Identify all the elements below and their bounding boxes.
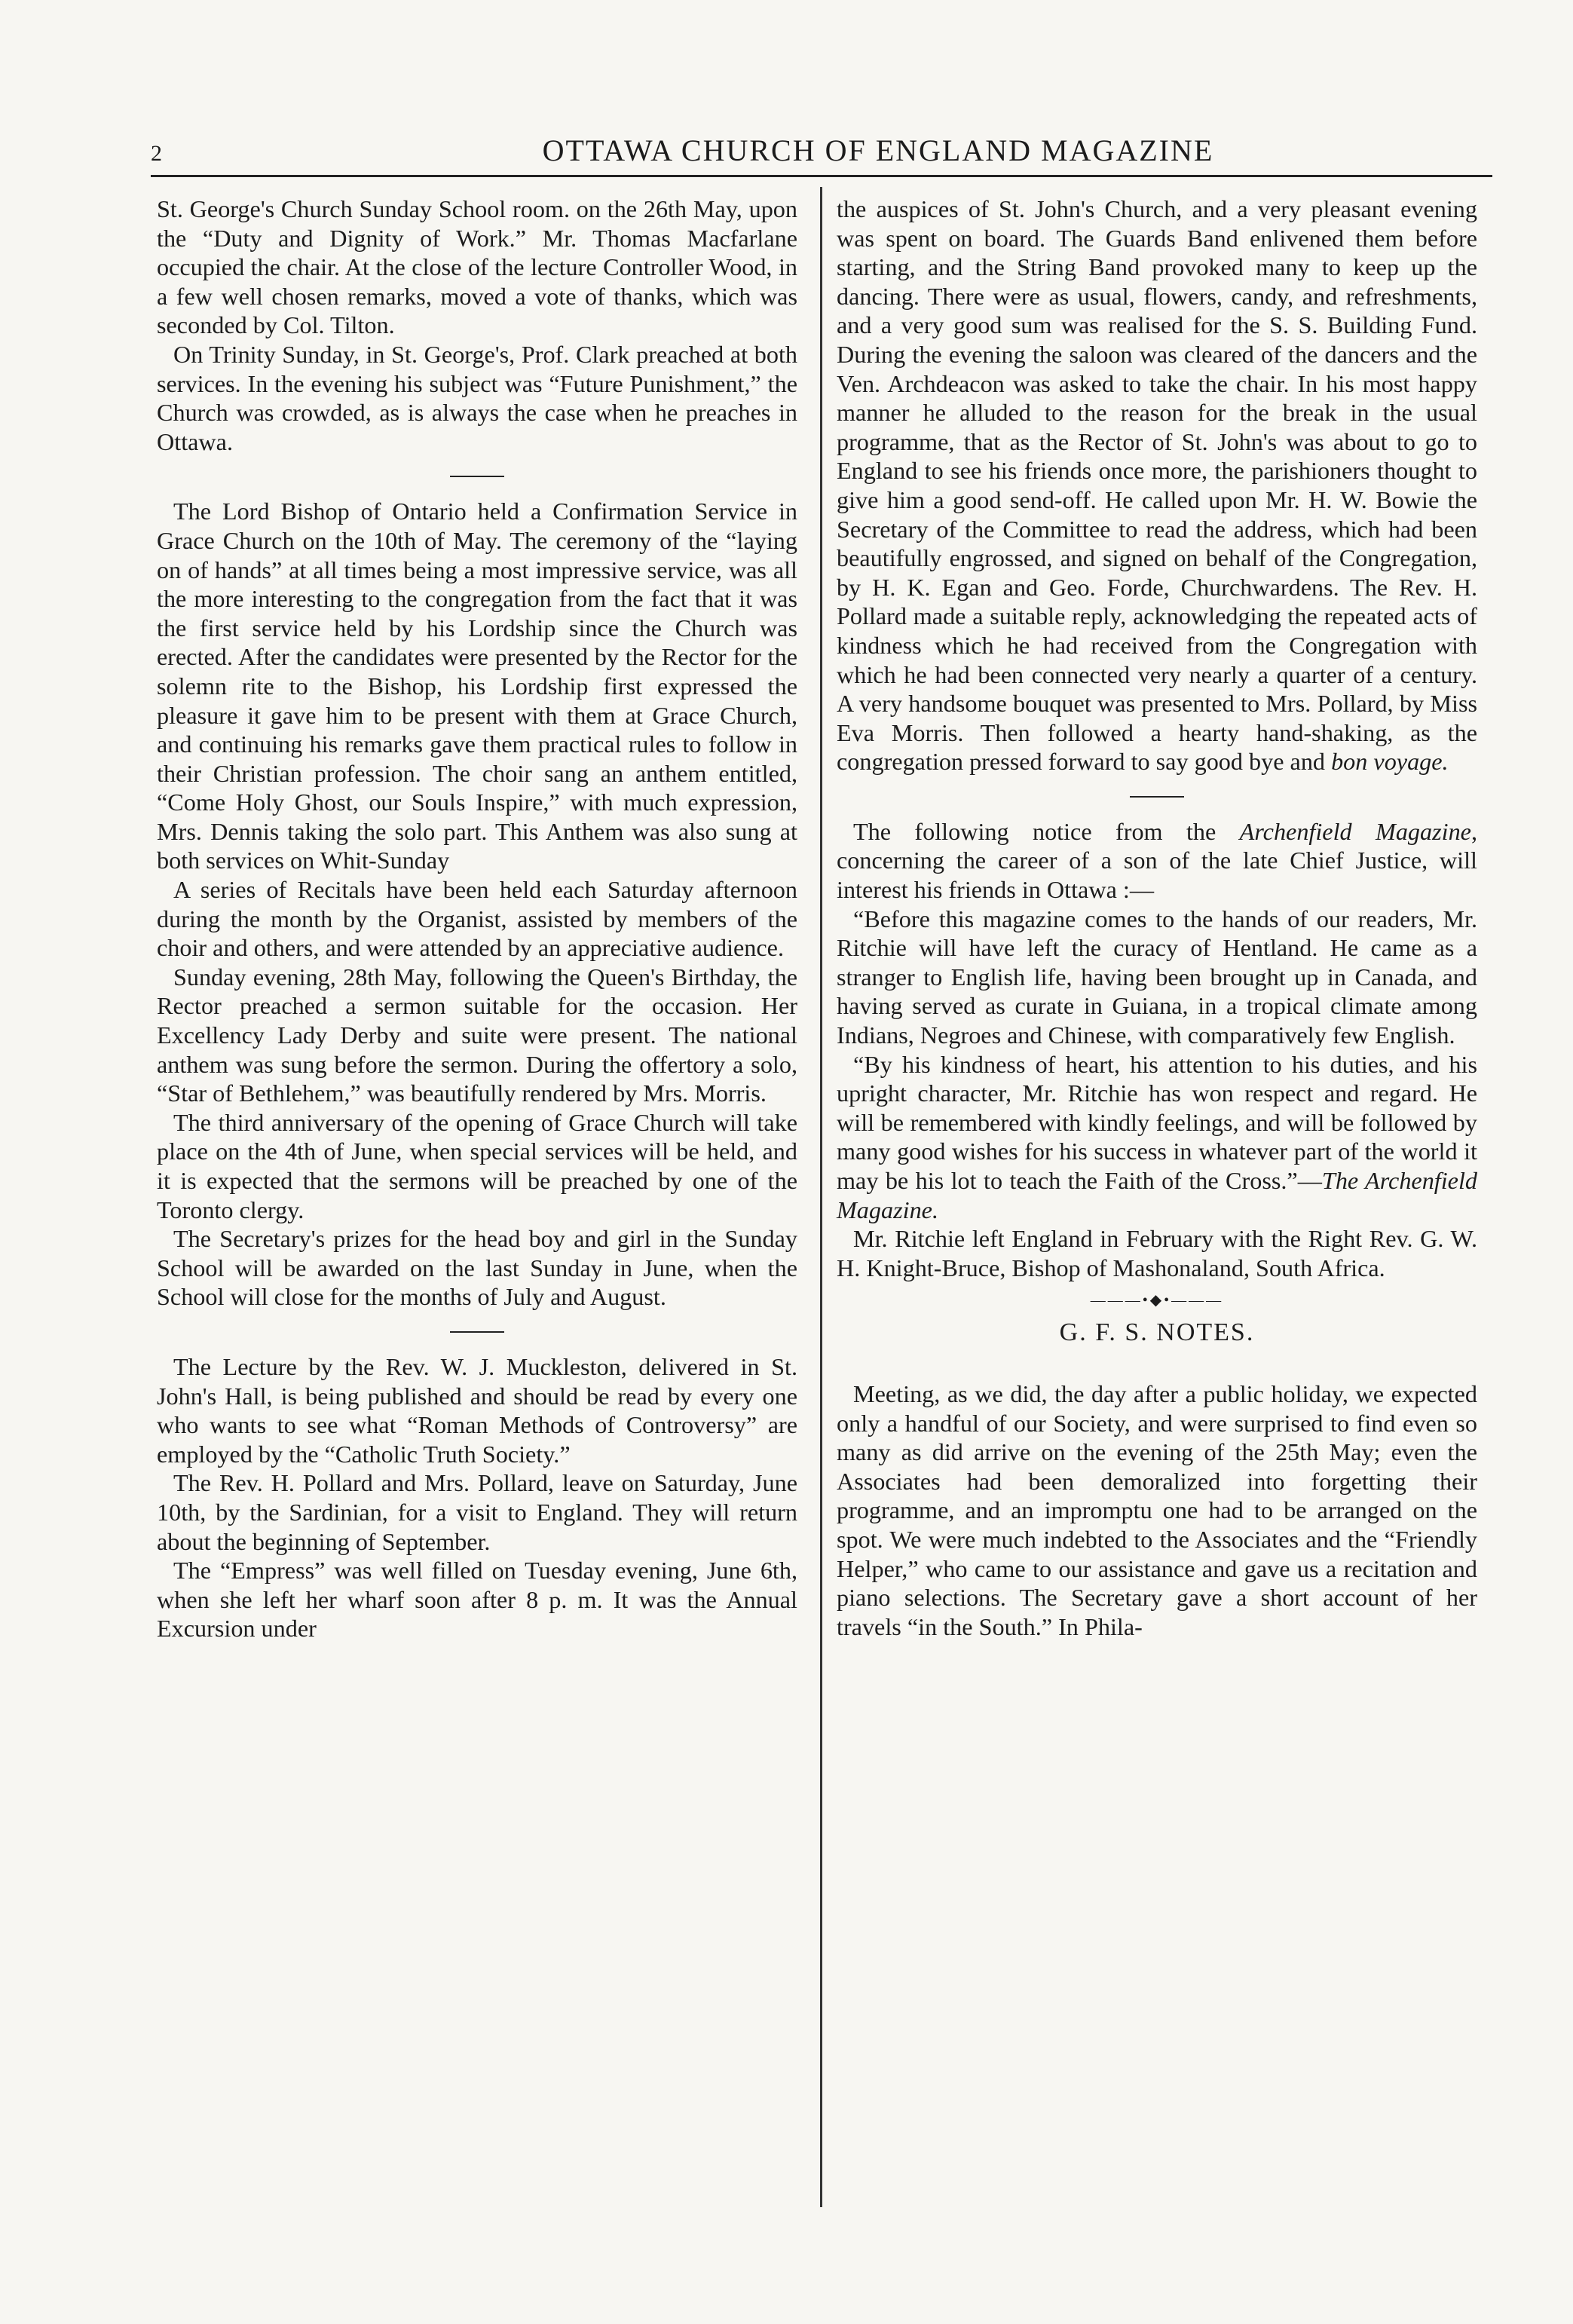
archenfield-source: Archenfield Magazine xyxy=(1239,817,1471,845)
section-separator xyxy=(1130,796,1184,798)
section-separator xyxy=(450,1331,504,1333)
archenfield-intro-b: , concerning the career of a son of the late Chief Justice, will interest his friends in Ottawa :— xyxy=(837,817,1478,904)
running-header xyxy=(151,133,1492,168)
paragraph-confirmation: The Lord Bishop of Ontario held a Confirmation Service in Grace Church on the 10th of May. The ceremony of the “laying on of hands” at all times being a most impressive service, was all the more interesting to the congregation from the fact that it was the first service held by his Lordship since the Church was erected. After the candidates were presented by the Rector for the solemn rite to the Bishop, his Lordship first expressed the pleasure it gave him to be present with them at Grace Church, and continuing his remarks gave them practical rules to follow in their Christian profession. The choir sang an anthem entitled, “Come Holy Ghost, our Souls Inspire,” with much expression, Mrs. Dennis taking the solo part. This Anthem was also sung at both services on Whit-Sunday xyxy=(157,498,797,874)
paragraph-ritchie-quote-2 xyxy=(837,1050,1477,1225)
header-rule xyxy=(151,175,1492,177)
section-separator xyxy=(450,476,504,477)
archenfield-intro-a: The following notice from the xyxy=(853,817,1240,845)
paragraph-recitals: A series of Recitals have been held each Saturday afternoon during the month by the Organist, assisted by members of the choir and others, and were attended by an appreciative audience. xyxy=(157,876,797,962)
paragraph-anniversary: The third anniversary of the opening of Grace Church will take place on the 4th of June, when special services will be held, and it is expected that the sermons will be preached by one of the Toronto clergy. xyxy=(157,1108,797,1223)
paragraph-lecture-work: St. George's Church Sunday School room. on the 26th May, upon the “Duty and Dignity of Work.” Mr. Thomas Macfarlane occupied the chair. At the close of the lecture Controller Wood, in a few well chosen remarks, moved a vote of thanks, which was seconded by Col. Tilton. xyxy=(157,195,797,339)
paragraph-ritchie-quote-1: “Before this magazine comes to the hands of our readers, Mr. Ritchie will have left the curacy of Hentland. He came as a stranger to English life, having been brought up in Canada, and having served as curate in Guiana, in a tropical climate among Indians, Negroes and Chinese, with comparatively few English. xyxy=(837,905,1477,1049)
excursion-text: the auspices of St. John's Church, and a very pleasant evening was spent on board. The Guards Band enlivened them before starting, and the String Band provoked many to keep up the dancing. There were as usual, flowers, candy, and refreshments, and a very good sum was realised for the S. S. Building Fund. During the evening the saloon was cleared of the dancers and the Ven. Archdeacon was asked to take the chair. In his most happy manner he alluded to the reason for the break in the usual programme, that as the Rector of St. John's was about to go to England to see his friends once more, the parishioners thought to give him a good send-off. He called upon Mr. H. W. Bowie the Secretary of the Committee to read the address, which had been beautifully engrossed, and signed on behalf of the Congregation, by H. K. Egan and Geo. Forde, Churchwardens. The Rev. H. Pollard made a suitable reply, acknowledging the repeated acts of kindness which he had received from the Congregation with which he had been connected very nearly a quarter of a century. A very handsome bouquet was presented to Mrs. Pollard, by Miss Eva Morris. Then followed a hearty hand-shaking, as the congregation pressed forward to say good bye and xyxy=(837,195,1477,776)
paragraph-muckleston-lecture: The Lecture by the Rev. W. J. Muckleston, delivered in St. John's Hall, is being published and should be read by every one who wants to see what “Roman Methods of Controversy” are employed by the “Catholic Truth Society.” xyxy=(157,1352,797,1468)
bon-voyage: bon voyage. xyxy=(1331,748,1449,776)
magazine-title: OTTAWA CHURCH OF ENGLAND MAGAZINE xyxy=(542,133,1214,167)
paragraph-empress-excursion: The “Empress” was well filled on Tuesday evening, June 6th, when she left her wharf soon after 8 p. m. It was the Annual Excursion under xyxy=(157,1557,797,1643)
ritchie-quote-text: “By his kindness of heart, his attention to his duties, and his upright character, Mr. Ritchie has won respect and regard. He will be remembered with kindly feelings, and will be followed by many good wishes for his success in whatever part of the world it may be his lot to teach the Faith of the Cross.”— xyxy=(837,1050,1477,1194)
paragraph-trinity-sunday: On Trinity Sunday, in St. George's, Prof. Clark preached at both services. In the evening his subject was “Future Punishment,” the Church was crowded, as is always the case when he preaches in Ottawa. xyxy=(157,340,797,455)
left-column xyxy=(157,194,797,1643)
quote-source: The Archenfield Magazine. xyxy=(837,1167,1477,1223)
ornamental-rule: ———•◆•——— xyxy=(1090,1292,1224,1309)
paragraph-excursion-continued xyxy=(837,194,1477,776)
paragraph-pollard-visit: The Rev. H. Pollard and Mrs. Pollard, leave on Saturday, June 10th, by the Sardinian, for a visit to England. They will return about the beginning of September. xyxy=(157,1469,797,1555)
paragraph-ritchie-departure: Mr. Ritchie left England in February with the Right Rev. G. W. H. Knight-Bruce, Bishop of Mashonaland, South Africa. xyxy=(837,1225,1477,1281)
paragraph-queens-birthday: Sunday evening, 28th May, following the Queen's Birthday, the Rector preached a sermon suitable for the occasion. Her Excellency Lady Derby and suite were present. The national anthem was sung before the sermon. During the offertory a solo, “Star of Bethlehem,” was beautifully rendered by Mrs. Morris. xyxy=(157,963,797,1107)
paragraph-gfs-meeting: Meeting, as we did, the day after a public holiday, we expected only a handful of our Society, and were surprised to find even so many as did arrive on the evening of the 25th May; even the Associates had been demoralized into forgetting their programme, and an impromptu one had to be arranged on the spot. We were much indebted to the Associates and the “Friendly Helper,” who came to our assistance and gave us a recitation and piano selections. The Secretary gave a short account of her travels “in the South.” In Phila- xyxy=(837,1379,1477,1640)
gfs-notes-heading: G. F. S. NOTES. xyxy=(1059,1318,1255,1347)
paragraph-archenfield-intro xyxy=(837,817,1477,905)
right-column xyxy=(837,194,1477,1641)
paragraph-secretary-prizes: The Secretary's prizes for the head boy and girl in the Sunday School will be awarded on the last Sunday in June, when the School will close for the months of July and August. xyxy=(157,1225,797,1311)
page-number: 2 xyxy=(151,141,162,166)
column-divider xyxy=(820,187,822,2207)
